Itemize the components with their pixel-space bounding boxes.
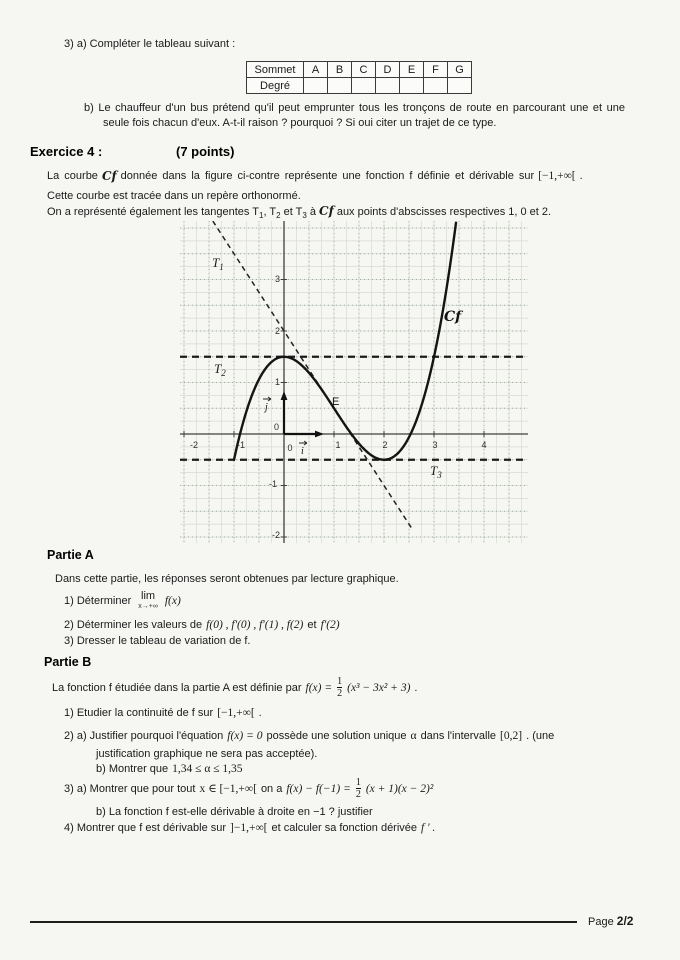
x-tick-1: 1 <box>335 440 341 450</box>
interval: [−1,+∞[ <box>538 170 576 182</box>
y-tick-3: 3 <box>274 274 280 284</box>
curve-symbol: Cf <box>101 169 117 183</box>
table-cell <box>424 78 448 94</box>
function-curve <box>234 223 456 460</box>
function-graph <box>180 221 528 543</box>
table-header-cell: F <box>424 62 448 78</box>
origin-label-2: 0 <box>287 443 293 453</box>
graph-labels <box>190 255 487 540</box>
partie-b-q1: 1) Etudier la continuité de f sur [−1,+∞[ . <box>64 707 262 719</box>
partie-b-q3a: 3) a) Montrer que pour tout x ∈ [−1,+∞[ on a f(x) − f(−1) = $\frac{1}{2}$ (x + 1)(x − 2)² <box>64 777 434 800</box>
table-header-cell: A <box>304 62 328 78</box>
table-cell <box>448 78 472 94</box>
exercice4-title: Exercice 4 : <box>30 144 103 159</box>
origin-label: 0 <box>273 422 279 432</box>
partie-b-q2b: b) Montrer que 1,34 ≤ α ≤ 1,35 <box>96 763 243 775</box>
table-header-cell: G <box>448 62 472 78</box>
x-tick-m1: -1 <box>236 440 246 450</box>
i-label-arrow <box>299 441 307 445</box>
question3-line-b1: b) Le chauffeur d'un bus prétend qu'il peut emprunter tous les tronçons de route en parcourant une et une <box>84 102 626 114</box>
fraction-one-half: $\frac{1}{2}$ <box>337 676 343 699</box>
page-number: 2/2 <box>616 914 634 928</box>
tangent-t3-label: $T_3$ <box>430 463 442 480</box>
partie-b-title: Partie B <box>44 655 92 669</box>
table-header-row <box>247 62 472 78</box>
degree-table <box>246 61 472 94</box>
partie-a-q1: 1) Déterminer lim x→+∞ f(x) <box>64 590 181 610</box>
y-tick-1: 1 <box>274 377 280 387</box>
curves <box>180 221 528 530</box>
table-header-cell: D <box>376 62 400 78</box>
intro-line-3: On a représenté également les tangentes $T_1$, $T_2$ et $T_3$ à Cf aux points d'abscisses respectives 1, 0 et 2. <box>47 204 552 220</box>
question3-line-a: 3) a) Compléter le tableau suivant : <box>64 38 236 50</box>
y-tick-2: 2 <box>274 326 280 336</box>
partie-b-intro: La fonction f étudiée dans la partie A est définie par f(x) = $\frac{1}{2}$ (x³ − 3x² + 3) . <box>52 676 418 699</box>
table-header-cell: E <box>400 62 424 78</box>
partie-b-q4: 4) Montrer que f est dérivable sur ]−1,+∞[ et calculer sa fonction dérivée f ' . <box>64 822 436 834</box>
x-tick-2: 2 <box>382 440 388 450</box>
exercice4-points: (7 points) <box>176 144 235 159</box>
table-cell <box>328 78 352 94</box>
tangent-t2-label: $T_2$ <box>214 361 226 378</box>
partie-b-q3b: b) La fonction f est-elle dérivable à droite en −1 ? justifier <box>96 806 373 818</box>
partie-a-q2: 2) Déterminer les valeurs de f(0) , f'(0) , f'(1) , f(2) et f'(2) <box>64 619 340 631</box>
x-tick-4: 4 <box>481 440 487 450</box>
curve-label: Cf <box>444 309 462 325</box>
curve-symbol: Cf <box>319 204 334 218</box>
x-tick-3: 3 <box>432 440 438 450</box>
y-tick-m2: -2 <box>271 530 280 540</box>
unit-vectors <box>263 391 324 445</box>
intro-line-2: Cette courbe est tracée dans un repère orthonormé. <box>47 190 301 202</box>
partie-a-q3: 3) Dresser le tableau de variation de f. <box>64 635 251 647</box>
fraction-one-half: $\frac{1}{2}$ <box>355 777 361 800</box>
footer-rule <box>30 921 577 923</box>
table-header-cell: C <box>352 62 376 78</box>
unit-j-label: j <box>265 402 268 413</box>
x-tick-m2: -2 <box>189 440 199 450</box>
table-cell <box>352 78 376 94</box>
point-e-label: E <box>332 396 340 408</box>
alpha-symbol: α <box>410 730 417 742</box>
axes <box>180 221 528 543</box>
partie-a-title: Partie A <box>47 548 94 562</box>
table-cell <box>304 78 328 94</box>
table-header-cell: B <box>328 62 352 78</box>
table-cell: Degré <box>247 78 304 94</box>
limit-notation: lim x→+∞ <box>138 590 158 610</box>
tangent-t1 <box>213 221 413 530</box>
footer-page: Page 2/2 <box>588 914 634 928</box>
table-header-cell: Sommet <box>247 62 304 78</box>
grid <box>180 221 528 543</box>
table-cell <box>400 78 424 94</box>
partie-b-q2a: 2) a) Justifier pourquoi l'équation f(x) = 0 possède une solution unique α dans l'intervalle [0,2] . (une <box>64 730 555 742</box>
unit-vector-i-arrowhead <box>315 431 324 438</box>
partie-b-q2a-cont: justification graphique ne sera pas acceptée). <box>96 748 318 760</box>
partie-a-intro: Dans cette partie, les réponses seront obtenues par lecture graphique. <box>55 573 399 585</box>
intro-line-1: La courbe Cf donnée dans la figure ci-contre représente une fonction f définie et dérivable sur [−1,+∞[ . <box>47 169 583 183</box>
table-row <box>247 78 472 94</box>
y-tick-m1: -1 <box>268 479 277 489</box>
j-label-arrow <box>263 397 271 401</box>
table-cell <box>376 78 400 94</box>
tangent-t1-label: $T_1$ <box>212 255 224 272</box>
unit-i-label: i <box>301 446 304 457</box>
question3-line-b2: seule fois chacun d'eux. A-t-il raison ? pourquoi ? Si oui citer un trajet de ce type. <box>103 117 497 129</box>
